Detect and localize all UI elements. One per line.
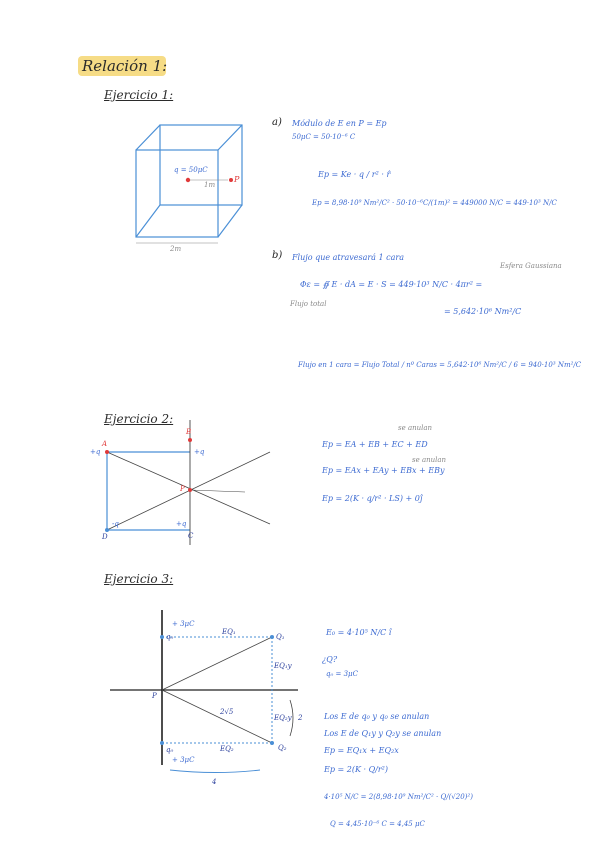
ex2-eq1: Ep = EA + EB + EC + ED	[322, 440, 428, 449]
ex2-P: P	[180, 485, 185, 493]
ex3-charge-bottom: + 3μC	[172, 756, 195, 764]
point-p-dot	[229, 178, 233, 182]
ex2-C: C	[188, 532, 194, 540]
ex3-height: 2	[298, 714, 303, 722]
part-a-formula: Ep = Ke · q / r² · r̂	[318, 170, 391, 179]
ex3-charge-top: + 3μC	[172, 620, 195, 628]
ex3-line-3: q₀ = 3μC	[326, 670, 358, 678]
part-b-label: b)	[272, 250, 283, 261]
ex2-qB: +q	[194, 448, 205, 456]
page-title: Relación 1:	[82, 57, 168, 75]
ex3-q0-bottom: q₀	[166, 746, 174, 754]
cube-side-label: 2m	[170, 245, 182, 253]
ex3-Q1: Q₁	[276, 633, 285, 641]
ex3-P: P	[152, 692, 157, 700]
ex3-line-1: E₀ = 4·10⁵ N/C î	[326, 628, 392, 637]
ex3-line-5: Los E de Q₁y y Q₂y se anulan	[324, 729, 442, 738]
cube-point-label: P	[234, 175, 240, 184]
part-b-formula: Φε = ∯ E · dA = E · S = 449·10³ N/C · 4πr² =	[300, 280, 483, 289]
part-a-line1: Módulo de E en P = Ep	[292, 119, 387, 128]
part-b-line1: Flujo que atravesará 1 cara	[292, 253, 404, 262]
part-b-result: = 5,642·10⁶ Nm²/C	[444, 307, 522, 316]
ex2-qD: -q	[112, 520, 119, 528]
ex2-D: D	[102, 533, 108, 541]
part-b-per-face: Flujo en 1 cara = Flujo Total / nº Caras = 5,642·10⁶ Nm²/C / 6 = 940·10³ Nm²/C	[298, 361, 582, 369]
charge-dot	[186, 178, 190, 182]
part-b-note-side: Flujo total	[290, 300, 327, 308]
ex2-A: A	[102, 440, 108, 448]
part-a-label: a)	[272, 117, 282, 128]
ex3-vec-3: EQ₂y	[274, 714, 292, 722]
square-diagram	[107, 452, 190, 530]
ex3-Q2: Q₂	[278, 744, 287, 752]
ex3-line-2: ¿Q?	[322, 655, 338, 664]
part-a-line2: 50μC = 50·10⁻⁶ C	[292, 133, 356, 141]
ex2-note-1: se anulan	[398, 424, 433, 432]
ex3-line-8: 4·10⁵ N/C = 2(8,98·10⁹ Nm²/C² · Q/(√20)²)	[324, 793, 473, 801]
ex3-line-6: Ep = EQ₁x + EQ₂x	[324, 746, 399, 755]
ex2-qA: +q	[90, 448, 101, 456]
ex3-vec-4: EQ₂	[220, 745, 234, 753]
section-ex1: Ejercicio 1:	[104, 88, 174, 102]
ex2-note-2: se anulan	[412, 456, 447, 464]
part-a-calc: Ep = 8,98·10⁹ Nm²/C² · 50·10⁻⁶C/(1m)² = 449000 N/C = 449·10³ N/C	[312, 199, 557, 207]
part-b-note-top: Esfera Gaussiana	[500, 262, 562, 270]
ex3-q0-top: q₀	[166, 633, 174, 641]
section-ex3: Ejercicio 3:	[104, 572, 174, 586]
ex2-eq3: Ep = 2(K · q/r² · LS) + 0ĵ	[322, 494, 423, 503]
ex3-vec-2: EQ₁y	[274, 662, 292, 670]
ex2-eq2: Ep = EAx + EAy + EBx + EBy	[322, 466, 445, 475]
ex3-line-7: Ep = 2(K · Q/r²)	[324, 765, 388, 774]
ex3-vec-1: EQ₁	[222, 628, 236, 636]
ex3-width: 4	[212, 778, 217, 786]
ex2-B: B	[186, 428, 192, 436]
ex3-diag: 2√5	[220, 708, 234, 716]
ex2-qC: +q	[176, 520, 187, 528]
ex3-line-4: Los E de q₀ y q₀ se anulan	[324, 712, 430, 721]
ex3-line-9: Q = 4,45·10⁻⁶ C = 4,45 μC	[330, 820, 425, 828]
cube-charge-label: q = 50μC	[174, 166, 208, 174]
cube-dist-label: 1m	[204, 181, 216, 189]
section-ex2: Ejercicio 2:	[104, 412, 174, 426]
